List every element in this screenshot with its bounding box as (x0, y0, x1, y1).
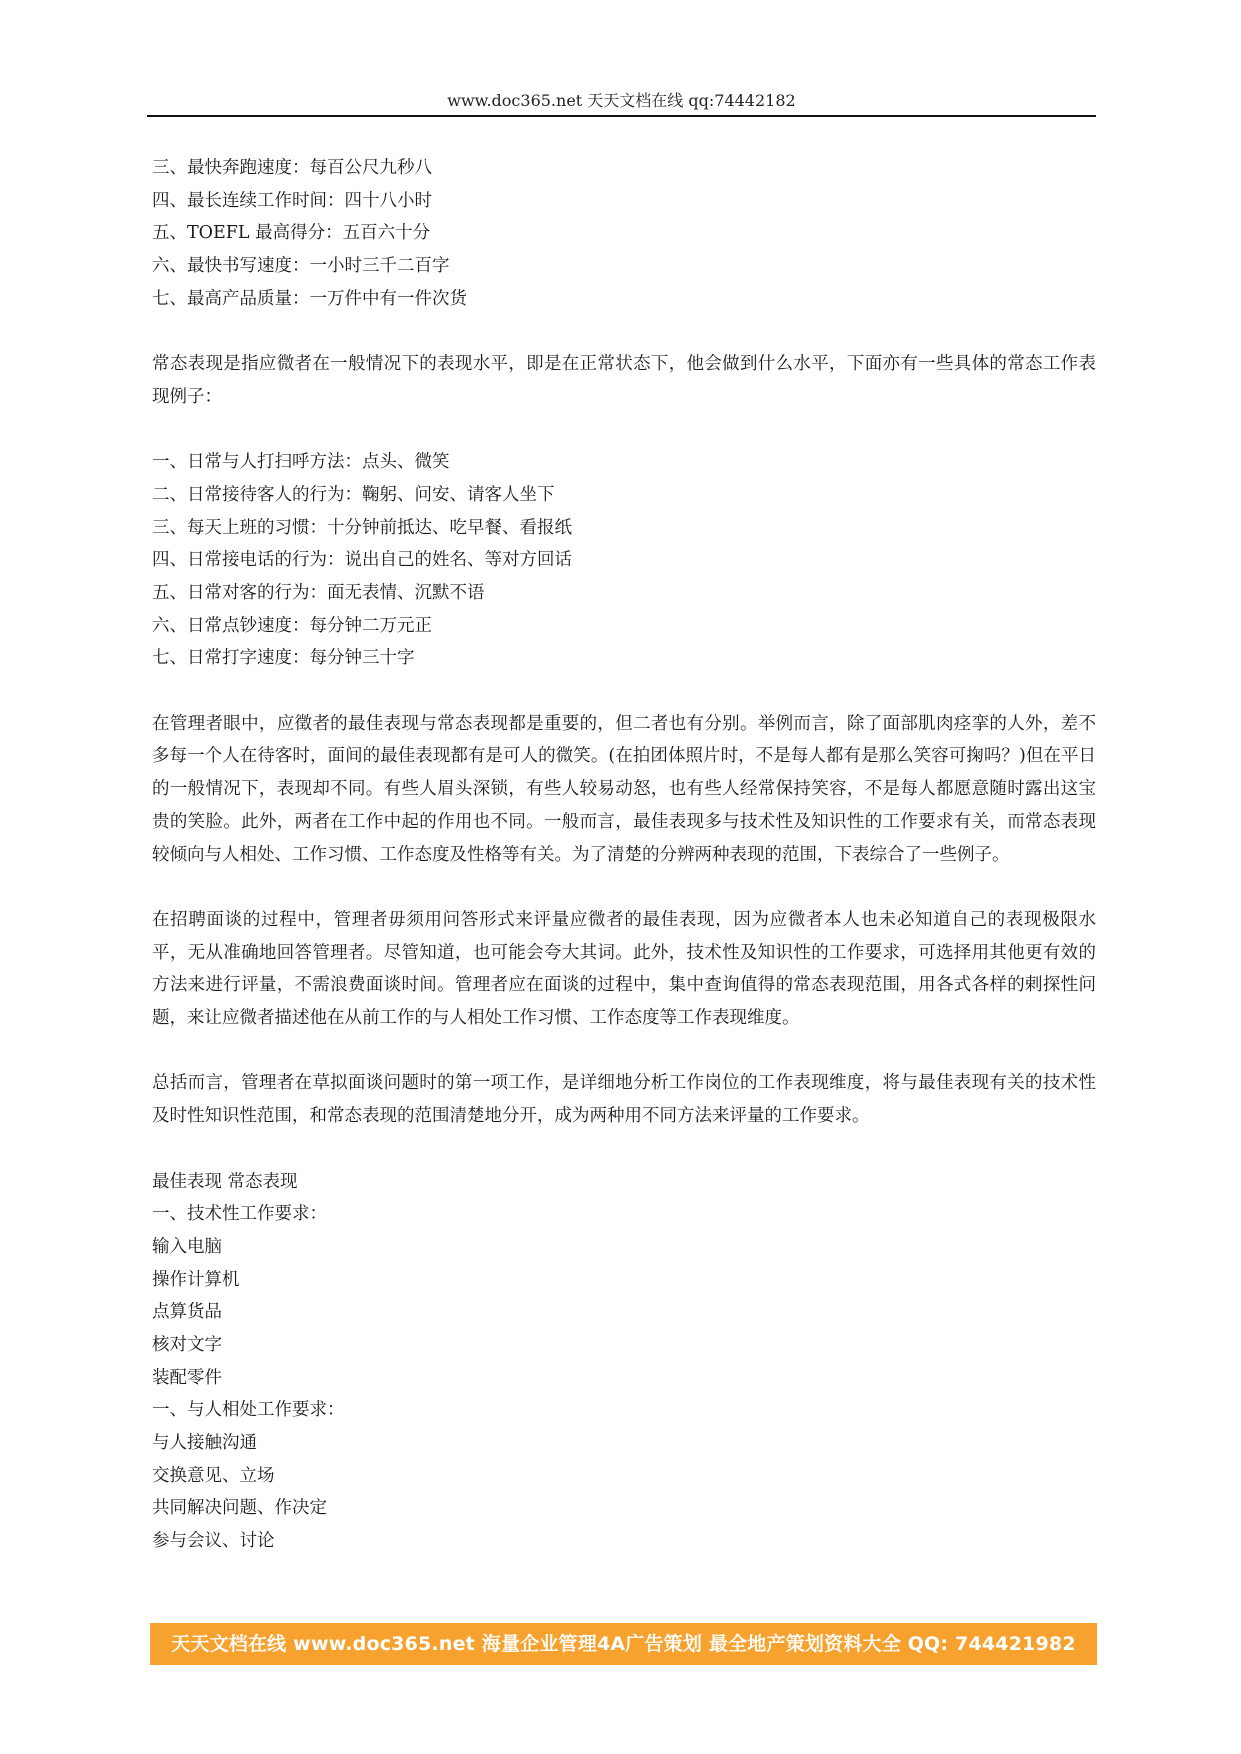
list-item: 四、日常接电话的行为：说出自己的姓名、等对方回话 (152, 550, 572, 571)
paragraph-comparison: 在管理者眼中，应徵者的最佳表现与常态表现都是重要的，但二者也有分别。举例而言，除了面部肌肉痉挛的人外，差不多每一个人在待客时，面间的最佳表现都有是可人的微笑。(在拍团体照片时，不是每人都有是那么笑容可掬吗？)但在平日的一般情况下，表现却不同。有些人眉头深锁，有些人较易动怒，也有些人经常保持笑容，不是每人都愿意随时露出这宝贵的笑脸。此外，两者在工作中起的作用也不同。一般而言，最佳表现多与技术性及知识性的工作要求有关，而常态表现较倾向与人相处、工作习惯、工作态度及性格等有关。为了清楚的分辨两种表现的范围，下表综合了一些例子。 (152, 713, 1096, 865)
paragraph-interview: 在招聘面谈的过程中，管理者毋须用问答形式来评量应微者的最佳表现，因为应微者本人也未必知道自己的表现极限水平，无从准确地回答管理者。尽管知道，也可能会夸大其词。此外，技术性及知识性的工作要求，可选择用其他更有效的方法来进行评量，不需浪费面谈时间。管理者应在面谈的过程中，集中查询值得的常态表现范围，用各式各样的剌探性问题，来让应微者描述他在从前工作的与人相处工作习惯、工作态度等工作表现维度。 (152, 909, 1096, 1029)
list-item: 七、最高产品质量：一万件中有一件次货 (152, 288, 467, 309)
list-item: 三、最快奔跑速度：每百公尺九秒八 (152, 158, 432, 178)
list-item: 五、TOEFL 最高得分：五百六十分 (152, 223, 431, 244)
list-item: 四、最长连续工作时间：四十八小时 (152, 190, 432, 211)
paragraph-gap (152, 1133, 1096, 1166)
list-item: 与人接触沟通 (152, 1433, 257, 1454)
list-item: 核对文字 (152, 1334, 222, 1355)
list-subheading: 一、与人相处工作要求： (152, 1400, 345, 1421)
header-divider (147, 115, 1096, 117)
paragraph-gap (152, 675, 1096, 708)
paragraph-summary: 总括而言，管理者在草拟面谈问题时的第一项工作，是详细地分析工作岗位的工作表现维度，将与最佳表现有关的技术性及时性知识性范围，和常态表现的范围清楚地分开，成为两种用不同方法来评量的工作要求。 (152, 1073, 1096, 1127)
list-heading: 最佳表现 常态表现 (152, 1171, 298, 1192)
paragraph-gap (152, 1035, 1096, 1068)
list-item: 装配零件 (152, 1367, 222, 1388)
list-item: 点算货品 (152, 1302, 222, 1323)
list-item: 二、日常接待客人的行为：鞠躬、问安、请客人坐下 (152, 484, 555, 505)
page-header: www.doc365.net 天天文档在线 qq:74442182 (447, 91, 796, 110)
list-item: 一、日常与人打扫呼方法：点头、微笑 (152, 452, 450, 473)
list-item: 输入电脑 (152, 1236, 222, 1257)
paragraph-normal-performance: 常态表现是指应微者在一般情况下的表现水平，即是在正常状态下，他会做到什么水平，下面亦有一些具体的常态工作表现例子： (152, 354, 1096, 407)
list-item: 参与会议、讨论 (152, 1531, 275, 1552)
list-item: 七、日常打字速度：每分钟三十字 (152, 648, 415, 669)
list-item: 交换意见、立场 (152, 1465, 275, 1486)
footer-ad-banner[interactable]: 天天文档在线 www.doc365.net 海量企业管理4A广告策划 最全地产策划资料大全 QQ: 744421982 (150, 1623, 1097, 1665)
performance-list-best (152, 152, 1096, 315)
document-body (152, 152, 1096, 1558)
list-subheading: 一、技术性工作要求： (152, 1204, 327, 1225)
paragraph-gap (152, 414, 1096, 447)
requirements-list (152, 1166, 1096, 1558)
paragraph-gap (152, 871, 1096, 904)
list-item: 操作计算机 (152, 1269, 240, 1290)
paragraph-gap (152, 315, 1096, 348)
list-item: 六、最快书写速度：一小时三千二百字 (152, 256, 450, 277)
performance-list-normal (152, 446, 1096, 675)
list-item: 共同解决问题、作决定 (152, 1498, 327, 1519)
list-item: 三、每天上班的习惯：十分钟前抵达、吃早餐、看报纸 (152, 517, 572, 538)
list-item: 六、日常点钞速度：每分钟二万元正 (152, 615, 432, 636)
list-item: 五、日常对客的行为：面无表情、沉默不语 (152, 582, 485, 603)
